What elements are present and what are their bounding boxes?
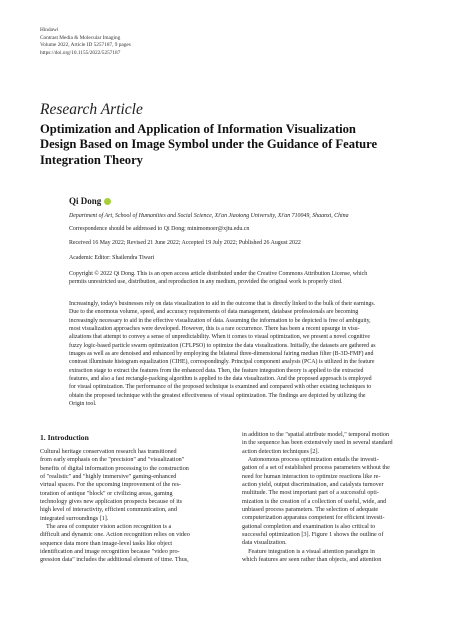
body-line: successful optimization [3]. Figure 1 shows the outline of <box>242 532 384 539</box>
body-line: sequence data more than image-level tasks like object <box>40 540 173 547</box>
publisher-name: Hindawi <box>40 27 59 33</box>
body-line: Autonomous process optimization entails the investi- <box>242 457 379 464</box>
body-line: gational completion and examination is also critical to <box>242 523 376 530</box>
body-line: action detection techniques [2]. <box>242 448 320 455</box>
paper-title <box>40 122 440 168</box>
body-line: which features are seen rather than objects, and attention <box>242 557 382 564</box>
correspondence: Correspondence should be addressed to Qi Dong; minimomoer@xjtu.edu.cn <box>69 226 250 232</box>
abstract-line: obtain the proposed technique with the greatest effectiveness of visual optimization. The findings are depicted by utilizing the <box>69 392 366 399</box>
body-line: virtual spaces. For the upcoming improvement of the res- <box>40 482 182 489</box>
body-line: technology gives new application prospects because of its <box>40 499 183 506</box>
abstract-line: fuzzy logic-based particle swarm optimization (CFLPSO) to optimize the data visualizations. Initially, the datasets are gathered as <box>69 342 376 349</box>
volume-info: Volume 2022, Article ID 5257187, 9 pages <box>40 42 131 49</box>
section-heading-introduction: 1. Introduction <box>40 433 89 442</box>
body-line: in addition to the "spatial attribute model," temporal motion <box>242 432 390 438</box>
body-line: difficult and dynamic one. Action recognition relies on video <box>40 532 190 539</box>
publication-dates: Received 16 May 2022; Revised 21 June 2022; Accepted 19 July 2022; Published 26 August 2022 <box>69 240 301 246</box>
body-line: unbiased process parameters. The selection of adequate <box>242 507 379 514</box>
title-line: Integration Theory <box>40 152 143 167</box>
journal-name: Contrast Media & Molecular Imaging <box>40 34 121 41</box>
body-line: integrated surroundings [1]. <box>40 515 109 522</box>
right-column-text <box>242 431 437 565</box>
abstract-line: most visualization approaches were developed. However, this is a rare occurrence. There has been a recent upsurge in visu- <box>69 326 360 333</box>
abstract <box>69 300 419 408</box>
abstract-line: contrast illuminate histogram equalization (CIHE), correspondingly. Principal component analysis (PCA) is utilized in the feature <box>69 359 375 366</box>
body-line: gression data" includes the additional element of time. Thus, <box>40 557 189 564</box>
title-line: Optimization and Application of Information Visualization <box>40 122 356 136</box>
abstract-line: extraction stage to extract the features from the enhanced data. Then, the feature integration theory is applied to the extracted <box>69 367 364 374</box>
body-line: computerization apparatus competent for efficient investi- <box>242 515 385 522</box>
body-line: mization is the creation of a collection of useful, wide, and <box>242 498 387 505</box>
body-line: from early emphasis on the "precision" and "visualization" <box>40 457 185 464</box>
author-line <box>69 196 111 206</box>
copyright-line: Copyright © 2022 Qi Dong. This is an open access article distributed under the Creative Commons Attribution License, which <box>69 271 368 277</box>
body-line: toration of antique "block" or civilizing areas, gaming <box>40 490 173 497</box>
article-type: Research Article <box>40 101 143 118</box>
abstract-line: increasingly necessary to aid in the effective visualization of data. Assuming the information to be depicted is free of ambiguity, <box>69 317 371 324</box>
body-line: Feature integration is a visual attention paradigm in <box>242 548 375 555</box>
author-name[interactable]: Qi Dong <box>69 196 102 206</box>
left-column-text <box>40 448 235 565</box>
body-line: data visualization. <box>242 540 287 547</box>
abstract-line: Due to the enormous volume, speed, and accuracy requirements of data management, database professionals are becoming <box>69 309 359 316</box>
copyright-line: permits unrestricted use, distribution, and reproduction in any medium, provided the original work is properly cited. <box>69 279 343 286</box>
body-line: gation of a set of established process parameters without the <box>242 465 390 472</box>
abstract-line: Increasingly, today's businesses rely on data visualization to aid in the outcome that is directly linked to the bulk of their earnings. <box>69 301 376 307</box>
title-line: Design Based on Image Symbol under the Guidance of Feature <box>40 137 378 152</box>
abstract-line: Origin tool. <box>69 401 97 408</box>
body-line: identification and image recognition because "video pro- <box>40 549 180 556</box>
body-line: need for human interaction to optimize reactions like re- <box>242 473 381 480</box>
affiliation: Department of Art, School of Humanities and Social Science, Xi'an Jiaotong University, Xi'an 710049, Shaanxi, China <box>69 213 349 219</box>
body-line: action yield, output discrimination, and catalysts turnover <box>242 482 384 489</box>
body-line: The area of computer vision action recognition is a <box>40 524 172 531</box>
body-line: multitude. The most important part of a successful opti- <box>242 490 379 497</box>
body-line: in the sequence has been extensively used in several standard <box>242 440 393 447</box>
doi-link[interactable]: https://doi.org/10.1155/2022/5257187 <box>40 49 121 56</box>
copyright-notice <box>69 270 419 286</box>
abstract-line: features, and also a fast rectangle-packing algorithm is applied to the data visualization. And the proposed approach is employed <box>69 376 372 383</box>
orcid-icon[interactable] <box>104 198 111 205</box>
academic-editor: Academic Editor: Shailendra Tiwari <box>69 255 155 261</box>
body-line: Cultural heritage conservation research has transitioned <box>40 449 177 455</box>
abstract-line: alizations that attempt to convey a sense of unpredictability. When it comes to visual optimization, we present a novel cognitive <box>69 334 370 341</box>
body-line: of "realistic" and "highly immersive" gaming-enhanced <box>40 474 177 481</box>
publisher-header <box>40 27 131 57</box>
body-line: high level of interactivity, efficient communication, and <box>40 507 177 514</box>
abstract-line: images as well as are denoised and enhanced by employing the bilateral three-dimensional fairing median filter (B-3D-FMF) and <box>69 351 374 358</box>
body-line: benefits of digital information processing to the construction <box>40 465 189 472</box>
abstract-line: for visual optimization. The performance of the proposed technique is examined and compared with other existing techniques to <box>69 384 372 391</box>
